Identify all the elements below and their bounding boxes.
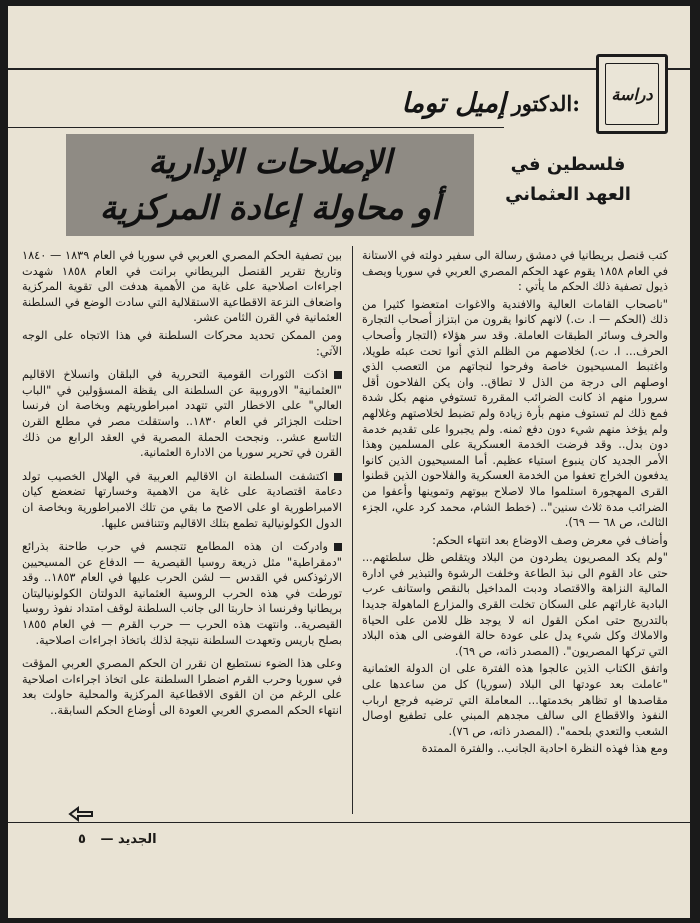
author-byline [140, 80, 580, 126]
logo-frame [605, 63, 659, 125]
square-bullet-icon [334, 371, 342, 379]
footer-dash: — [95, 832, 114, 847]
bullet-paragraph [22, 539, 342, 648]
right-paragraph: "ولم يكد المصريون يطردون من البلاد ويتقلص ظل سلطتهم... حتى عاد القوم الى نبذ الطاعة وخلفت الرشوة والتبذير في ادارة المالية النزاهة والاقتصاد ودبت المداخيل بالنقص واستانف عرب البادية غاراتهم على السكان تخلت القرى والمزارع الماهولة جديدا بالتدريج حتى امكن القول انه لا يوجد ظل للامن على الحياة والاملاك وكل شيء يدل على عودة حالة الفوضى الى هذه البلاد التي تركها المصريون". (المصدر ذاته، ص ٦٩). [362, 551, 668, 658]
page [8, 6, 690, 918]
square-bullet-icon [334, 543, 342, 551]
bullet-text: اذكت الثورات القومية التحررية في البلقان وانسلاخ الاقاليم "العثمانية" الاوروبية عن السلطنة الى يقظة المسؤولين في "الباب العالي" على الاخطار التي تتهدد امبراطوريتهم وبخاصة ان فرنسا احتلت الجزائر في العام ١٨٣٠.. واستقلت مصر في مطلع القرن التاسع عشر.. ونجحت الحملة المصرية في العقد الرابع من ذلك القرن في تحرير سوريا من الادارة العثمانية. [22, 368, 342, 460]
closing-paragraph: وعلى هذا الضوء نستطيع ان نقرر ان الحكم المصري العربي المؤقت في سوريا وحرب القرم اضطرا السلطنة على اتخاذ اجراءات اصلاحية على الرغم من ان القوى الاقطاعية المركزية والمحلية حاولت بعد انتهاء الحكم المصري العربي العودة الى أوضاع الحكم السابقة.. [22, 657, 342, 718]
page-footer [78, 832, 157, 847]
right-paragraph: كتب قنصل بريطانيا في دمشق رسالة الى سفير دولته في الاستانة في العام ١٨٥٨ يقوم عهد الحكم المصري العربي في سوريا ويصف ذيول تصفية ذلك الحكم ما يأتي : [362, 249, 669, 294]
left-paragraph: بين تصفية الحكم المصري العربي في سوريا في العام ١٨٣٩ — ١٨٤٠ وتاريخ تقرير القنصل البريطاني برانت في العام ١٨٥٨ شهدت اجراءات اصلاحية على غاية من الأهمية هدفت الى تقوية المركزية واضعاف النزعة الاقطاعية الاستقلالية التي سادت الوضع في السلطنة العثمانية في القرن الثامن عشر. [22, 249, 342, 325]
subtitle-line-2: العهد العثماني [505, 184, 631, 205]
footer-rule [8, 822, 690, 823]
square-bullet-icon [334, 473, 342, 481]
page-number: ٥ [78, 832, 86, 847]
right-paragraph: وأضاف في معرض وصف الاوضاع بعد انتهاء الحكم: [432, 533, 668, 547]
right-paragraph: ومع هذا فهذه النظرة احادية الجانب.. والفترة الممتدة [421, 742, 668, 756]
top-rule [8, 68, 690, 70]
author-label: الدكتور: [511, 90, 580, 116]
end-mark-icon [68, 806, 94, 822]
end-of-article-icon [68, 806, 94, 827]
right-column [362, 248, 668, 759]
article-subtitle [468, 150, 668, 210]
right-paragraph: واتفق الكتاب الذين عالجوا هذه الفترة على ان الدولة العثمانية "عاملت بعد عودتها الى البلاد (سوريا) كل من ساعدها على مقاصدها او تظاهر بخدمتها... المعاملة التي ترضيه فرجع ارباب النفوذ والاقطاع الى سالف مجدهم المبني على تطفيع اوصال الشعب والتعدي بلحمه". (المصدر ذاته، ص ٧٦). [362, 662, 668, 738]
right-paragraph: "ناصحاب القامات العالية والافندية والاغوات امتعضوا كثيرا من ذلك (الحكم — ا. ت.) لانهم كانوا يقرون من ابتزاز أصحاب التجارة والحرف وسائر الطبقات العاملة. وقد سر هؤلاء (التجار وأصحاب الحرف... ا. ت.) لخلاصهم من الظلم الذي أنوا تحت عبئه طويلا، واغتبط المسيحيون خاصة وفرحوا لنجاتهم من التعصب الذي اوصلهم الى درجة من الذل لا تطاق.. وان يكن الفلاحون أقل سرورا منهم اذ كانت الضرائب المقررة تستوفي منهم بكل شدة فمع ذلك لم تستوف منهم بأرة زيادة ولم تضبط لخلاصتهم وغلالهم ولم يؤخذ منهم شيء دون دفع ثمنه. ولم يجبروا على تقديم خدمة دون بدل.. وقد فرضت الخدمة العسكرية على المسلمين وهذا الأمر الجديد كان ينبوع استياء عظيم. أما المسيحيون الذين كانوا يدفعون الخراج تعفوا من الخدمة العسكرية والفلاحون الذين قطنوا القرى المهجورة استلموا مالا لاصلاح بيوتهم وتموينها وأعفوا من الضرائب مدة ثلاث سنين".. (خطط الشام، محمد كرد علي، الجزء الثالث، ص ٦٨ — ٦٩). [362, 297, 668, 530]
author-name: إميل توما [401, 87, 506, 119]
column-divider [352, 246, 353, 814]
magazine-section-logo [596, 54, 668, 134]
bullet-text: وادركت ان هذه المطامع تتجسم في حرب طاحنة بذرائع "دمقراطية" مثل ذريعة روسيا القيصرية — الدفاع عن المسيحيين الارثوذكس في القدس — لشن الحرب عليها في العام ١٨٥٣.. وقد تورطت في هذه الحرب الروسية العثمانية الدولتان الكولونياليتان بريطانيا وفرنسا اذ حاربتا الى جانب السلطنة لوقف امتداد نفوذ روسيا القيصرية.. وانتهت هذه الحرب — حرب القرم — في العام ١٨٥٥ بصلح باريس وتعهدت السلطنة نتيجة لذلك باتخاذ اجراءات اصلاحية. [22, 540, 342, 647]
magazine-name: الجديد [118, 832, 157, 847]
article-title-line-1: الإصلاحات الإدارية [148, 142, 392, 181]
bullet-paragraph [22, 367, 342, 461]
logo-text: دراسة [611, 84, 653, 104]
header-rule [8, 127, 504, 128]
left-paragraph: ومن الممكن تحديد محركات السلطنة في هذا الاتجاه على الوجه الآتي: [22, 328, 342, 358]
article-title-box [66, 134, 474, 236]
bullet-text: اكتشفت السلطنة ان الاقاليم العربية في الهلال الخصيب تولد دعامة اقتصادية على غاية من الاهمية وخسارتها تضعضع كيان الامبراطورية او على الاصح ما بقي من تلك الامبراطورية وبخاصة ان الدول الكولونيالية تطمع بتلك الاقاليم وتتنافس عليها. [22, 469, 342, 530]
article-title-line-2: أو محاولة إعادة المركزية [99, 188, 441, 227]
left-column [22, 248, 342, 721]
subtitle-line-1: فلسطين في [510, 154, 626, 175]
bullet-paragraph [22, 469, 342, 531]
